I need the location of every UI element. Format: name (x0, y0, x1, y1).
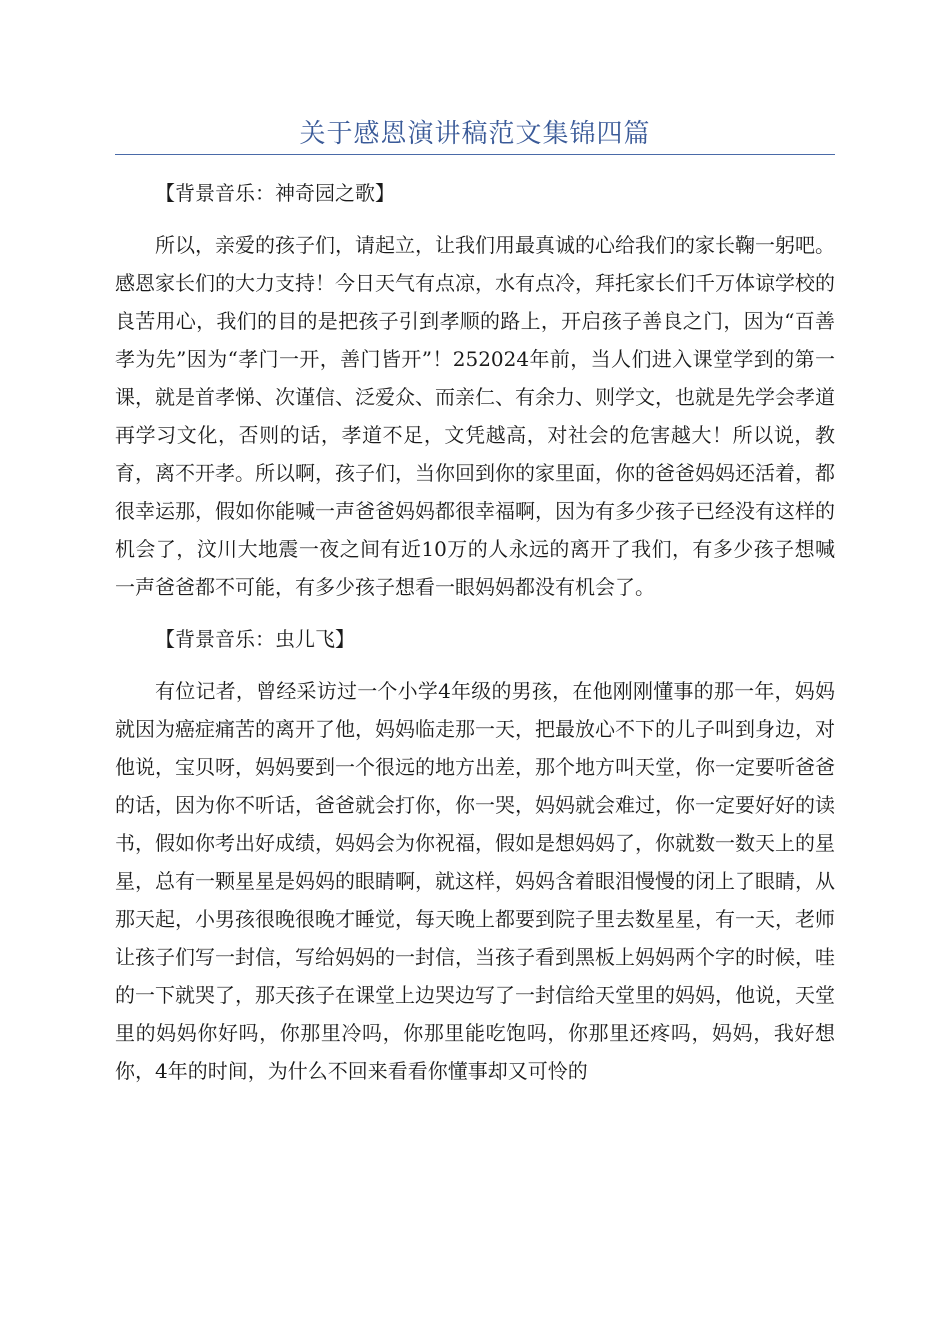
title-underline (115, 154, 835, 155)
background-music-note: 【背景音乐：神奇园之歌】 (155, 181, 395, 205)
document-body (115, 174, 835, 1090)
background-music-note: 【背景音乐：虫儿飞】 (155, 627, 355, 651)
body-paragraph: 有位记者，曾经采访过一个小学4年级的男孩，在他刚刚懂事的那一年，妈妈就因为癌症痛苦的离开了他，妈妈临走那一天，把最放心不下的儿子叫到身边，对他说，宝贝呀，妈妈要到一个很远的地方出差，那个地方叫天堂，你一定要听爸爸的话，因为你不听话，爸爸就会打你，你一哭，妈妈就会难过，你一定要好好的读书，假如你考出好成绩，妈妈会为你祝福，假如是想妈妈了，你就数一数天上的星星，总有一颗星星是妈妈的眼睛啊，就这样，妈妈含着眼泪慢慢的闭上了眼睛，从那天起，小男孩很晚很晚才睡觉，每天晚上都要到院子里去数星星，有一天，老师让孩子们写一封信，写给妈妈的一封信，当孩子看到黑板上妈妈两个字的时候，哇的一下就哭了，那天孩子在课堂上边哭边写了一封信给天堂里的妈妈，他说，天堂里的妈妈你好吗，你那里冷吗，你那里能吃饱吗，你那里还疼吗，妈妈，我好想你，4年的时间，为什么不回来看看你懂事却又可怜的 (115, 679, 835, 1083)
paragraph-gap (115, 606, 835, 620)
paragraph-gap (115, 658, 835, 672)
document-title: 关于感恩演讲稿范文集锦四篇 (299, 119, 651, 149)
body-paragraph: 所以，亲爱的孩子们，请起立，让我们用最真诚的心给我们的家长鞠一躬吧。感恩家长们的大力支持！今日天气有点凉，水有点冷，拜托家长们千万体谅学校的良苦用心，我们的目的是把孩子引到孝顺的路上，开启孩子善良之门，因为“百善孝为先”因为“孝门一开，善门皆开”！252024年前，当人们进入课堂学到的第一课，就是首孝悌、次谨信、泛爱众、而亲仁、有余力、则学文，也就是先学会孝道再学习文化，否则的话，孝道不足，文凭越高，对社会的危害越大！所以说，教育，离不开孝。所以啊，孩子们，当你回到你的家里面，你的爸爸妈妈还活着，都很幸运那，假如你能喊一声爸爸妈妈都很幸福啊，因为有多少孩子已经没有这样的机会了，汶川大地震一夜之间有近10万的人永远的离开了我们，有多少孩子想喊一声爸爸都不可能，有多少孩子想看一眼妈妈都没有机会了。 (115, 233, 835, 599)
paragraph-gap (115, 212, 835, 226)
